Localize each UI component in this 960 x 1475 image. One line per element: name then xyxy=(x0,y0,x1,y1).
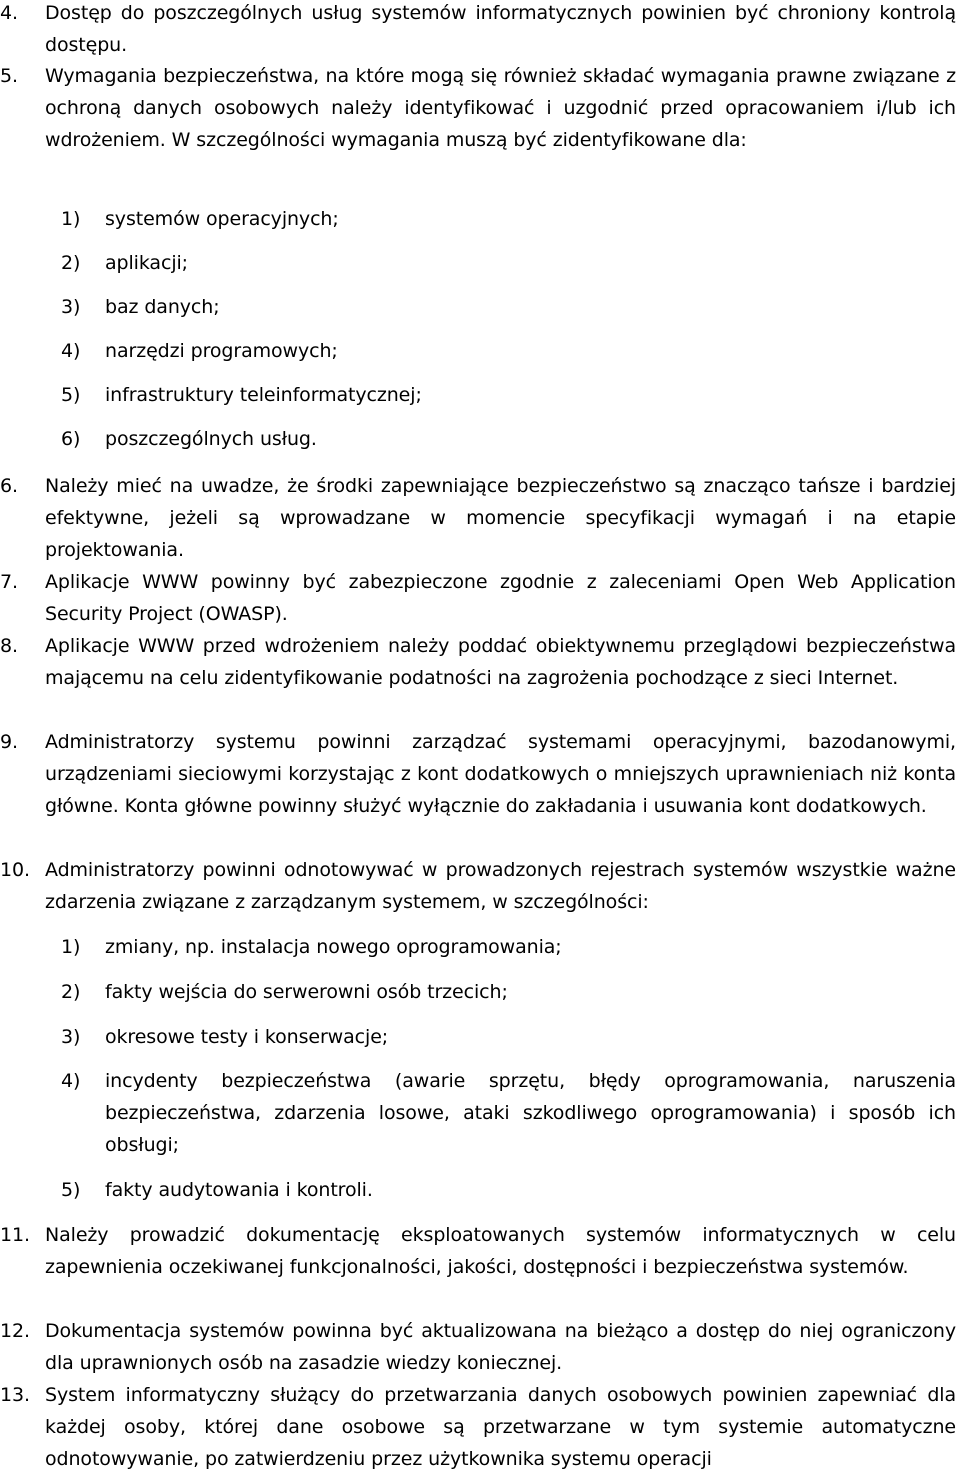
subitem-number: 2) xyxy=(61,252,81,274)
subitem-number: 1) xyxy=(61,208,81,230)
list-item-9 xyxy=(0,726,956,822)
list-item-6 xyxy=(0,470,956,566)
sublist-b-item-3 xyxy=(61,1021,956,1053)
subitem-text: fakty audytowania i kontroli. xyxy=(105,1179,373,1201)
subitem-number: 6) xyxy=(61,428,81,450)
item-text: Należy mieć na uwadze, że środki zapewniające bezpieczeństwo są znacząco tańsze i bardziej efektywne, jeżeli są wprowadzane w momencie specyfikacji wymagań i na etapie projektowania. xyxy=(45,475,956,561)
sublist-a-item-1 xyxy=(61,203,956,235)
item-number: 9. xyxy=(0,731,18,753)
sublist-a-item-6 xyxy=(61,423,956,455)
item-number: 5. xyxy=(0,65,18,87)
subitem-number: 4) xyxy=(61,1070,81,1092)
subitem-number: 3) xyxy=(61,1026,81,1048)
subitem-number: 5) xyxy=(61,1179,81,1201)
list-item-10 xyxy=(0,854,956,918)
subitem-text: zmiany, np. instalacja nowego oprogramowania; xyxy=(105,936,562,958)
list-item-12 xyxy=(0,1315,956,1379)
list-item-4 xyxy=(0,0,956,61)
sublist-a-item-2 xyxy=(61,247,956,279)
subitem-number: 2) xyxy=(61,981,81,1003)
sublist-b-item-1 xyxy=(61,931,956,963)
subitem-number: 3) xyxy=(61,296,81,318)
subitem-text: infrastruktury teleinformatycznej; xyxy=(105,384,422,406)
list-item-8 xyxy=(0,630,956,694)
item-number: 12. xyxy=(0,1320,30,1342)
subitem-text: systemów operacyjnych; xyxy=(105,208,339,230)
sublist-a-item-4 xyxy=(61,335,956,367)
sublist-a-item-3 xyxy=(61,291,956,323)
sublist-b-item-4 xyxy=(61,1065,956,1161)
subitem-text: fakty wejścia do serwerowni osób trzecich; xyxy=(105,981,508,1003)
item-text: Dokumentacja systemów powinna być aktualizowana na bieżąco a dostęp do niej ograniczony dla uprawnionych osób na zasadzie wiedzy koniecznej. xyxy=(45,1320,956,1374)
item-text: Aplikacje WWW powinny być zabezpieczone zgodnie z zaleceniami Open Web Application Security Project (OWASP). xyxy=(45,571,956,625)
subitem-number: 4) xyxy=(61,340,81,362)
item-text: Dostęp do poszczególnych usług systemów informatycznych powinien być chroniony kontrolą dostępu. xyxy=(45,2,956,56)
subitem-text: aplikacji; xyxy=(105,252,188,274)
list-item-7 xyxy=(0,566,956,630)
sublist-a-item-5 xyxy=(61,379,956,411)
item-number: 13. xyxy=(0,1384,30,1406)
item-number: 7. xyxy=(0,571,18,593)
subitem-number: 1) xyxy=(61,936,81,958)
item-text: Administratorzy powinni odnotowywać w prowadzonych rejestrach systemów wszystkie ważne zdarzenia związane z zarządzanym systemem, w szczególności: xyxy=(45,859,956,913)
subitem-text: poszczególnych usług. xyxy=(105,428,317,450)
subitem-number: 5) xyxy=(61,384,81,406)
subitem-text: incydenty bezpieczeństwa (awarie sprzętu, błędy oprogramowania, naruszenia bezpieczeństwa, zdarzenia losowe, ataki szkodliwego oprogramowania) i sposób ich obsługi; xyxy=(105,1070,956,1156)
list-item-11 xyxy=(0,1219,956,1283)
item-number: 8. xyxy=(0,635,18,657)
subitem-text: okresowe testy i konserwacje; xyxy=(105,1026,389,1048)
item-text: Aplikacje WWW przed wdrożeniem należy poddać obiektywnemu przeglądowi bezpieczeństwa mającemu na celu zidentyfikowanie podatności na zagrożenia pochodzące z sieci Internet. xyxy=(45,635,956,689)
sublist-b-item-2 xyxy=(61,976,956,1008)
sublist-b-item-5 xyxy=(61,1174,956,1206)
subitem-text: narzędzi programowych; xyxy=(105,340,338,362)
item-number: 10. xyxy=(0,859,30,881)
item-text: Wymagania bezpieczeństwa, na które mogą się również składać wymagania prawne związane z ochroną danych osobowych należy identyfikować i uzgodnić przed opracowaniem i/lub ich wdrożeniem. W szczególności wymagania muszą być zidentyfikowane dla: xyxy=(45,65,956,151)
item-text: System informatyczny służący do przetwarzania danych osobowych powinien zapewniać dla każdej osoby, której dane osobowe są przetwarzane w tym systemie automatyczne odnotowywanie, po zatwierdzeniu przez użytkownika systemu operacji xyxy=(45,1384,956,1470)
list-item-13 xyxy=(0,1379,956,1475)
item-number: 11. xyxy=(0,1224,30,1246)
item-number: 4. xyxy=(0,2,18,24)
list-item-5 xyxy=(0,60,956,156)
item-number: 6. xyxy=(0,475,18,497)
item-text: Należy prowadzić dokumentację eksploatowanych systemów informatycznych w celu zapewnienia oczekiwanej funkcjonalności, jakości, dostępności i bezpieczeństwa systemów. xyxy=(45,1224,956,1278)
subitem-text: baz danych; xyxy=(105,296,220,318)
item-text: Administratorzy systemu powinni zarządzać systemami operacyjnymi, bazodanowymi, urządzeniami sieciowymi korzystając z kont dodatkowych o mniejszych uprawnieniach niż konta główne. Konta główne powinny służyć wyłącznie do zakładania i usuwania kont dodatkowych. xyxy=(45,731,956,817)
